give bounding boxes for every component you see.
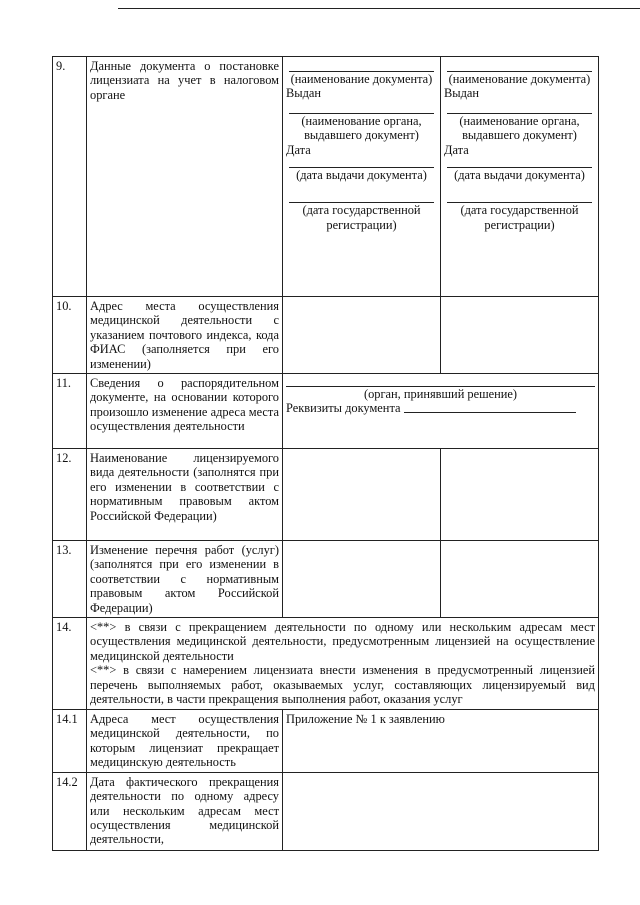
reg-date-caption: (дата государственной регистрации) [302, 203, 421, 232]
reason-paragraph-1: <**> в связи с прекращением деятельности по одному или нескольким адресам мест осуществления медицинской деятельности, предусмотренным лицензией на осуществление медицинской деятельности [90, 620, 595, 663]
row-14 [53, 618, 599, 710]
date-label: Дата [286, 142, 311, 157]
reason-paragraph-2: <**> в связи с намерением лицензиата внести изменения в предусмотренный лицензией перечень выполняемых работ, оказываемых услуг, составляющих лицензируемый вид деятельности, в части прекращения выполнения работ, оказания услуг [90, 663, 595, 707]
value-cell-2[interactable] [441, 297, 599, 374]
doc-column-2[interactable] [441, 57, 599, 297]
value-cell-1[interactable] [283, 297, 441, 374]
value-cell-2[interactable] [441, 449, 599, 541]
row-number: 9. [53, 57, 87, 297]
date-label: Дата [444, 142, 469, 157]
blank-line [404, 412, 576, 413]
row-label: Дата фактического прекращения деятельности по одному адресу или нескольким адресам мест осуществления медицинской деятельности, [87, 772, 283, 850]
decision-cell[interactable] [283, 374, 599, 449]
issue-date-caption: (дата выдачи документа) [454, 168, 585, 183]
row-label: Адреса мест осуществления медицинской деятельности, по которым лицензиат прекращает медицинскую деятельность [87, 710, 283, 773]
doc-name-caption: (наименование документа) [448, 72, 591, 86]
attachment-cell[interactable] [283, 710, 599, 773]
doc-column-1[interactable] [283, 57, 441, 297]
reason-cell [87, 618, 599, 710]
requisites-label: Реквизиты документа [286, 401, 401, 416]
row-number: 10. [53, 297, 87, 374]
date-cell[interactable] [283, 772, 599, 850]
decision-body-caption: (орган, принявший решение) [363, 387, 518, 402]
reg-date-caption: (дата государственной регистрации) [460, 203, 579, 232]
issued-label: Выдан [444, 86, 480, 101]
row-label: Данные документа о постановке лицензиата на учет в налоговом органе [87, 57, 283, 297]
row-number: 14.2 [53, 772, 87, 850]
row-label: Наименование лицензируемого вида деятельности (заполнятся при его изменении в соответствии с нормативным правовым актом Российской Федерации) [87, 449, 283, 541]
application-form-table [52, 56, 599, 851]
row-number: 14. [53, 618, 87, 710]
row-10 [53, 297, 599, 374]
row-number: 11. [53, 374, 87, 449]
row-number: 12. [53, 449, 87, 541]
issued-label: Выдан [286, 86, 322, 101]
row-number: 13. [53, 541, 87, 618]
row-9 [53, 57, 599, 297]
value-cell-2[interactable] [441, 541, 599, 618]
row-11 [53, 374, 599, 449]
attachment-reference: Приложение № 1 к заявлению [286, 712, 445, 727]
row-number: 14.1 [53, 710, 87, 773]
doc-name-caption: (наименование документа) [290, 72, 433, 86]
row-14-1 [53, 710, 599, 773]
header-rule [118, 8, 640, 9]
row-label: Адрес места осуществления медицинской деятельности с указанием почтового индекса, кода ФИАС (заполняется при его изменении) [87, 297, 283, 374]
row-14-2 [53, 772, 599, 850]
value-cell-1[interactable] [283, 541, 441, 618]
row-label: Изменение перечня работ (услуг) (заполнятся при его изменении в соответствии с нормативным правовым актом Российской Федерации) [87, 541, 283, 618]
value-cell-1[interactable] [283, 449, 441, 541]
issuer-caption: (наименование органа, выдавшего документ) [301, 113, 422, 143]
row-label: Сведения о распорядительном документе, на основании которого произошло изменение адреса места осуществления деятельности [87, 374, 283, 449]
row-13 [53, 541, 599, 618]
row-12 [53, 449, 599, 541]
issuer-caption: (наименование органа, выдавшего документ) [459, 113, 580, 143]
issue-date-caption: (дата выдачи документа) [296, 168, 427, 183]
